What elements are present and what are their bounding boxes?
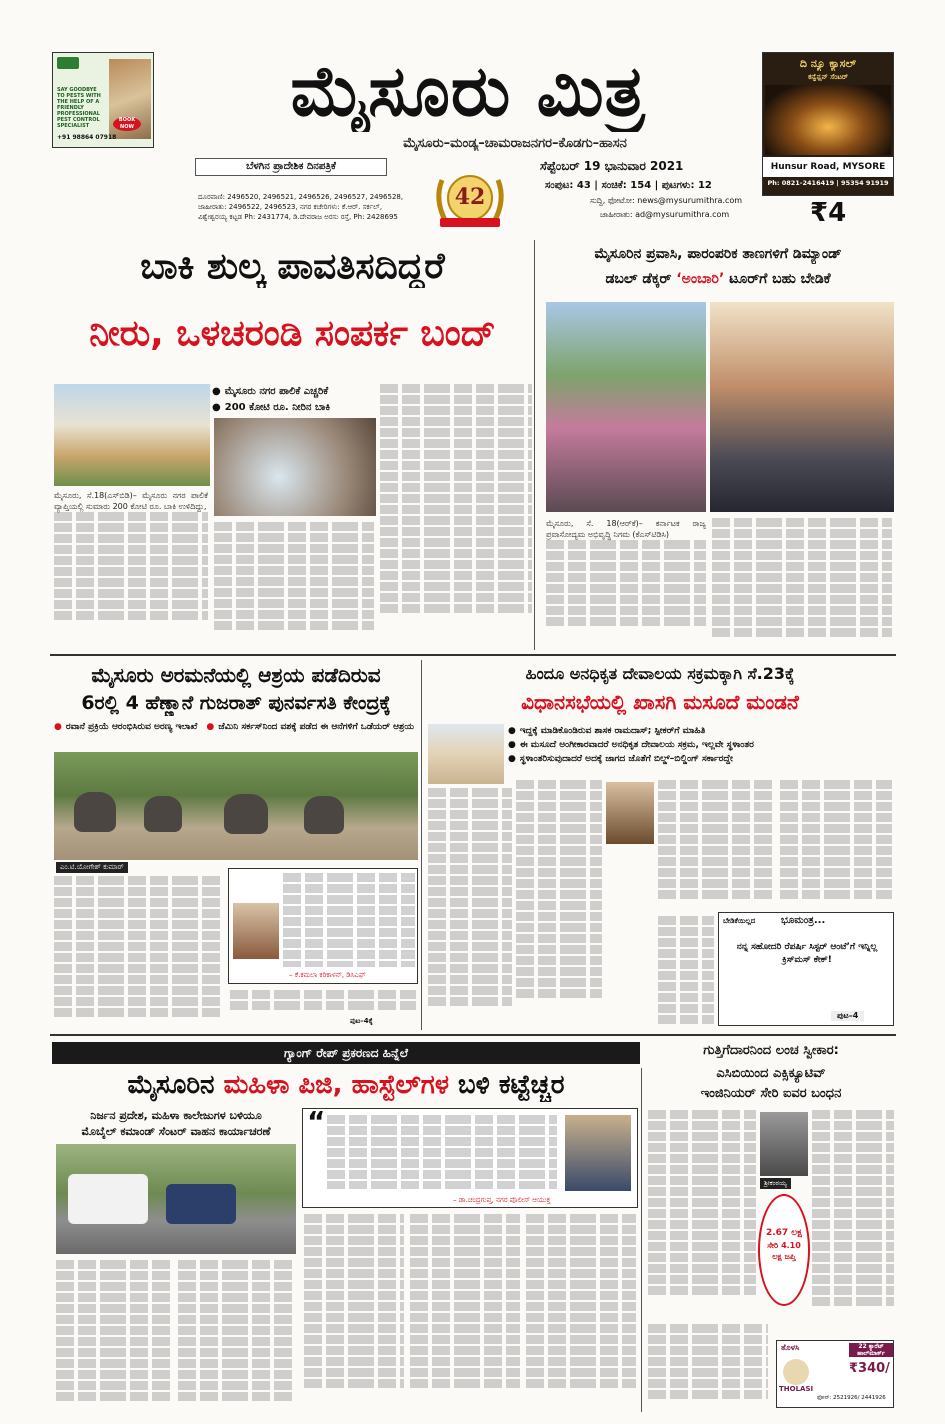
issue-info: ಸಂಪುಟ: 43 | ಸಂಚಿಕೆ: 154 | ಪುಟಗಳು: 12 (545, 180, 712, 191)
castle-ad-phone[interactable]: Ph: 0821-2416419 | 95354 91919 (767, 179, 889, 187)
story5-body-col5 (526, 1214, 636, 1408)
masthead-title: ಮೈಸೂರು ಮಿತ್ರ (290, 50, 646, 132)
story1-bullet-1: ● ಮೈಸೂರು ನಗರ ಪಾಲಿಕೆ ಎಚ್ಚರಿಕೆ (212, 384, 378, 400)
story3-body-col1 (54, 876, 222, 1026)
bhoomantra-title: ಭೂಮಂತ್ರ... (781, 915, 826, 926)
story3-bullet-2: ಜೆಮಿನಿ ಸರ್ಕಸ್‌ನಿಂದ ವಶಕ್ಕೆ ಪಡೆದ ಈ ಆನೆಗಳಿಗೆ ಒಡೆಯರ್ ಆಶ್ರಯ (218, 722, 415, 732)
elephant-shape-4 (304, 796, 344, 834)
story4-portrait (606, 782, 654, 844)
contact-ads: ಜಾಹೀರಾತು: 2496522, 2496523, ನಗರ ಕಚೇರಿಗಳು: ಕೆ.ಆರ್. ಸರ್ಕಲ್, (198, 203, 383, 211)
story-acb-arrest (646, 1040, 896, 1412)
story2-headline (540, 268, 896, 290)
story5-quote-text (327, 1115, 557, 1189)
story3-quote-box (228, 868, 418, 984)
story1-body-col3 (380, 384, 532, 640)
story5-body-col2 (178, 1260, 296, 1408)
tholasi-name: THOLASI (779, 1385, 814, 1393)
tagline: ಬೆಳಗಿನ ಪ್ರಾದೇಶಿಕ ದಿನಪತ್ರಿಕೆ (246, 161, 336, 172)
ads-email[interactable]: ಜಾಹೀರಾತು: ad@mysurumithra.com (600, 210, 730, 219)
story5-headline-pre: ಮೈಸೂರಿನ (127, 1070, 224, 1100)
contact-phones: ದೂರವಾಣಿ: 2496520, 2496521, 2496526, 2496527, 2496528, (198, 193, 404, 201)
story5-headline-post: ಬಳಿ ಕಟ್ಟೆಚ್ಚರ (448, 1070, 565, 1100)
story4-body-col4 (780, 780, 892, 910)
story5-body-col3 (304, 1214, 404, 1408)
castle-ad-location: Hunsur Road, MYSORE (763, 157, 893, 177)
elephant-shape-3 (224, 794, 268, 834)
story1-photo-water (214, 418, 376, 516)
story2-headline-quote: ‘ಅಂಬಾರಿ’ (676, 271, 725, 287)
story5-headline-red: ಮಹಿಳಾ ಪಿಜಿ, ಹಾಸ್ಟೆಲ್‌ಗಳ (223, 1070, 449, 1100)
story4-body-col5 (658, 916, 714, 1024)
story4-bullet-1: ● ಇದ್ದಕ್ಕೆ ಮಾಡಿಕೊಂಡಿರುವ ಶಾಸಕ ರಾಮದಾಸ್; ಸ್ಪೀಕರ್‌ಗೆ ಮಾಹಿತಿ (508, 724, 894, 738)
contact-office: ವಿಶ್ವೇಶ್ವರಯ್ಯ ಕಟ್ಟಡ Ph: 2431774, ಡಿ.ದೇವರಾಜ ಅರಸು ರಸ್ತೆ, Ph: 2428695 (198, 213, 398, 221)
tholasi-brand: ತೊಳಸಿ (781, 1343, 800, 1352)
story2-photo-bus-left (546, 302, 706, 512)
tholasi-logo (783, 1359, 809, 1385)
story5-sub2: ಮೊಬೈಲ್ ಕಮಾಂಡ್ ಸೆಂಟರ್ ವಾಹನ ಕಾರ್ಯಾಚರಣೆ (81, 1125, 271, 1138)
story4-body-col1 (428, 788, 512, 1026)
ad-tholasi-jewellery[interactable] (776, 1340, 894, 1408)
elephant-shape-1 (74, 792, 116, 832)
story3-bullets (54, 720, 418, 734)
gang-banner-text: ಗ್ಯಾಂಗ್ ರೇಪ್ ಪ್ರಕರಣದ ಹಿನ್ನೆಲೆ (284, 1046, 408, 1060)
story6-photo-accused (760, 1112, 808, 1176)
bhoomantra-continued: ಪುಟ–4 (831, 1011, 864, 1021)
divider-row2 (50, 1034, 896, 1036)
castle-ad-subtitle: ಕನ್ವೆನ್ಷನ್ ಸೆಂಟರ್ (808, 73, 848, 81)
story-double-decker (540, 240, 896, 650)
story2-kicker: ಮೈಸೂರಿನ ಪ್ರವಾಸಿ, ಪಾರಂಪರಿಕ ತಾಣಗಳಿಗೆ ಡಿಮ್ಯಾಂಡ್ (594, 246, 842, 262)
story4-body-col3 (658, 780, 776, 910)
volume: ಸಂಪುಟ: 43 (545, 180, 591, 191)
bhoomantra-tag: ಬೇಡಿಕೆಯಿಲ್ಲದ (723, 917, 756, 925)
story6-body-col3 (648, 1324, 768, 1406)
story1-bullets (212, 384, 378, 416)
story3-quote-text (283, 873, 415, 967)
issue-date: ಸೆಪ್ಟೆಂಬರ್ 19 ಭಾನುವಾರ 2021 (540, 159, 684, 173)
story-temple-bill (424, 660, 896, 1030)
castle-ad-image (765, 85, 891, 155)
story2-body-col1 (546, 518, 706, 646)
gang-banner (52, 1042, 640, 1064)
story4-bullet-3: ● ಸ್ಥಳಾಂತರಿಸುವುದಾದರೆ ಅದಕ್ಕೆ ಜಾಗದ ಜೊತೆಗೆ ಬಿಲ್ಡ್‌–ಬಿಲ್ಡಿಂಗ್ ಸರ್ಕಾರದ್ದೇ (508, 752, 894, 766)
story4-photo-vidhana-soudha (428, 724, 504, 784)
jeep-shape (166, 1184, 236, 1224)
story3-bullet-1-dot (54, 722, 66, 732)
story3-headline: 6ರಲ್ಲಿ 4 ಹೆಣ್ಣಾನೆ ಗುಜರಾತ್ ಪುನರ್ವಸತಿ ಕೇಂದ್ರಕ್ಕೆ (81, 692, 391, 714)
story-hostels (50, 1068, 642, 1412)
story3-body-col2 (230, 990, 416, 1014)
news-email[interactable]: ಸುದ್ದಿ, ಫೋಟೋ: news@mysurumithra.com (590, 196, 743, 205)
story6-photo-caption: ಶ್ರೀಕಂಠಯ್ಯ (760, 1178, 791, 1189)
story5-sub1: ನಿರ್ಜನ ಪ್ರದೇಶ, ಮಹಿಳಾ ಕಾಲೇಜುಗಳ ಬಳಿಯೂ (90, 1109, 262, 1122)
story1-photo-building (54, 384, 210, 486)
seized-amount-badge (758, 1194, 810, 1306)
story-elephants (50, 660, 422, 1030)
badge-extra: ಸೇರಿ 4.10 ಲಕ್ಷ ಜಪ್ತಿ (767, 1241, 801, 1261)
tholasi-phone[interactable]: ಫೋನ್: 2521926/ 2441926 (817, 1395, 886, 1401)
pest-ad-phone: +91 98864 07918 (57, 134, 117, 141)
tholasi-price: ₹340/ (849, 1361, 890, 1376)
story1-kicker: ಬಾಕಿ ಶುಲ್ಕ ಪಾವತಿಸದಿದ್ದರೆ (140, 246, 445, 287)
tholasi-tag: 22 ಕ್ಯಾರೆಟ್ ಹಾಲ್‌ಮಾರ್ಕ್ (849, 1343, 893, 1357)
story3-quote-credit: – ಕೆ.ಕಮಲಾ ಕರಿಕಾಳನ್, ಡಿಸಿಎಫ್ (289, 971, 366, 979)
story4-bullet-2: ● ಈ ಮಸೂದೆ ಅಂಗೀಕಾರವಾದರೆ ಅನಧಿಕೃತ ದೇವಾಲಯ ಸಕ್ರಮ, ಇಲ್ಲವೇ ಸ್ಥಳಾಂತರ (508, 738, 894, 752)
book-now-button[interactable]: BOOK NOW (113, 117, 141, 131)
story1-body-col1 (54, 490, 208, 640)
story4-kicker: ಹಿಂದೂ ಅನಧಿಕೃತ ದೇವಾಲಯ ಸಕ್ರಮಕ್ಕಾಗಿ ಸೆ.23ಕ್ಕೆ (525, 664, 795, 683)
pest-ad-text: SAY GOODBYE TO PESTS WITH THE HELP OF A FRIENDLY PROFESSIONAL PEST CONTROL SPECIALIST (57, 87, 101, 129)
story-water-dues (50, 240, 535, 650)
story3-continued: ಪುಟ–4ಕ್ಕೆ (350, 1017, 373, 1025)
van-shape (68, 1174, 148, 1224)
story5-quote-box (302, 1105, 638, 1208)
bhoomantra-text: ನನ್ನ ಸಹೋದರಿ ರೆಪರ್ಷಿ ಸಿಸ್ಟರ್ ಆಂಟೆ’ಗೆ ಇನ್ನಿಲ್ಲ ಕ್ರಿಸ್‌ಮಸ್ ಕೇಕ್! (736, 942, 878, 965)
quote-mark-icon: “ (307, 1105, 326, 1138)
story2-dateline: ಮೈಸೂರು, ಸೆ. 18(ಆರ್‌ಕೆ)– ಕರ್ನಾಟಕ ರಾಜ್ಯ ಪ್ರವಾಸೋದ್ಯಮ ಅಭಿವೃದ್ಧಿ ನಿಗಮ (ಕೆಎಸ್‌ಟಿಡಿಸಿ) (546, 519, 706, 539)
story5-photo-vans (56, 1144, 296, 1254)
story3-quote-portrait (233, 903, 279, 959)
price-tag: ₹4 (810, 198, 847, 228)
divider-row1 (50, 654, 896, 656)
story4-bullets (508, 724, 894, 766)
story5-headline (50, 1068, 642, 1102)
elephant-shape-2 (144, 796, 182, 832)
story3-photo-credit: ಎಂ.ಟಿ.ಯೋಗೇಶ್ ಕುಮಾರ್ (56, 862, 128, 873)
ad-right-new-castle[interactable] (762, 52, 894, 196)
story4-headline: ವಿಧಾನಸಭೆಯಲ್ಲಿ ಖಾಸಗಿ ಮಸೂದೆ ಮಂಡನೆ (521, 690, 799, 714)
story3-bullet-1: ರವಾನೆ ಪ್ರಕ್ರಿಯೆ ಆರಂಭಿಸಿರುವ ಅರಣ್ಯ ಇಲಾಖೆ (65, 722, 198, 732)
story3-kicker: ಮೈಸೂರು ಅರಮನೆಯಲ್ಲಿ ಆಶ್ರಯ ಪಡೆದಿರುವ (91, 663, 381, 687)
pest-ad-logo (57, 57, 79, 69)
story5-quote-credit: – ಡಾ.ಚಂದ್ರಗುಪ್ತ, ನಗರ ಪೊಲೀಸ್ ಆಯುಕ್ತ (453, 1196, 551, 1204)
story6-body-col2 (812, 1110, 894, 1330)
story5-quote-portrait (565, 1115, 631, 1191)
story2-headline-post: ಟೂರ್‌ಗೆ ಬಹು ಬೇಡಿಕೆ (724, 271, 831, 287)
page-count: ಪುಟಗಳು: 12 (661, 180, 712, 191)
story1-bullet-2: ● 200 ಕೋಟಿ ರೂ. ನೀರಿನ ಬಾಕಿ (212, 400, 378, 416)
issue-number: ಸಂಚಿಕೆ: 154 (601, 180, 652, 191)
emblem-number: 42 (454, 184, 486, 210)
badge-amount: 2.67 ಲಕ್ಷ (765, 1228, 803, 1238)
story5-body-col1 (56, 1260, 172, 1408)
story2-body-col2 (712, 518, 892, 646)
story6-line3: ಇಂಜಿನಿಯರ್ ಸೇರಿ ಐವರ ಬಂಧನ (700, 1086, 842, 1101)
story1-dateline: ಮೈಸೂರು, ಸೆ.18(ಎಸ್‌ಬಿಡಿ)– ಮೈಸೂರು ನಗರ ಪಾಲಿಕೆ ವ್ಯಾಪ್ತಿಯಲ್ಲಿ ಸುಮಾರು 200 ಕೋಟಿ ರೂ. ಬಾಕಿ ಉಳಿದಿದ್ದು, (54, 491, 208, 511)
tagline-box (195, 158, 387, 176)
story6-line2: ಎಸಿಬಿಯಿಂದ ಎಕ್ಸಿಕ್ಯೂಟಿವ್ (716, 1066, 826, 1081)
story2-headline-pre: ಡಬಲ್ ಡೆಕ್ಕರ್ (605, 271, 677, 287)
anniversary-emblem (428, 160, 512, 232)
castle-ad-title: ದಿ ನ್ಯೂ ಕ್ಯಾಸಲ್ (799, 57, 857, 70)
story3-bullet-2-dot (206, 722, 218, 732)
story6-body-col1 (648, 1110, 756, 1320)
story1-body-col2 (214, 522, 374, 640)
story5-body-col4 (410, 1214, 520, 1408)
story4-body-col2 (516, 780, 602, 1026)
ad-left-pest-control[interactable] (52, 52, 154, 148)
bhoomantra-box (718, 912, 894, 1026)
masthead-regions: ಮೈಸೂರು–ಮಂಡ್ಯ–ಚಾಮರಾಜನಗರ–ಕೊಡಗು–ಹಾಸನ (403, 136, 627, 151)
story6-kicker: ಗುತ್ತಿಗೆದಾರನಿಂದ ಲಂಚ ಸ್ವೀಕಾರ: (703, 1043, 839, 1058)
story2-photo-bus-right (710, 302, 894, 512)
story3-photo-elephants (54, 752, 418, 860)
story1-headline: ನೀರು, ಒಳಚರಂಡಿ ಸಂಪರ್ಕ ಬಂದ್ (89, 313, 496, 354)
